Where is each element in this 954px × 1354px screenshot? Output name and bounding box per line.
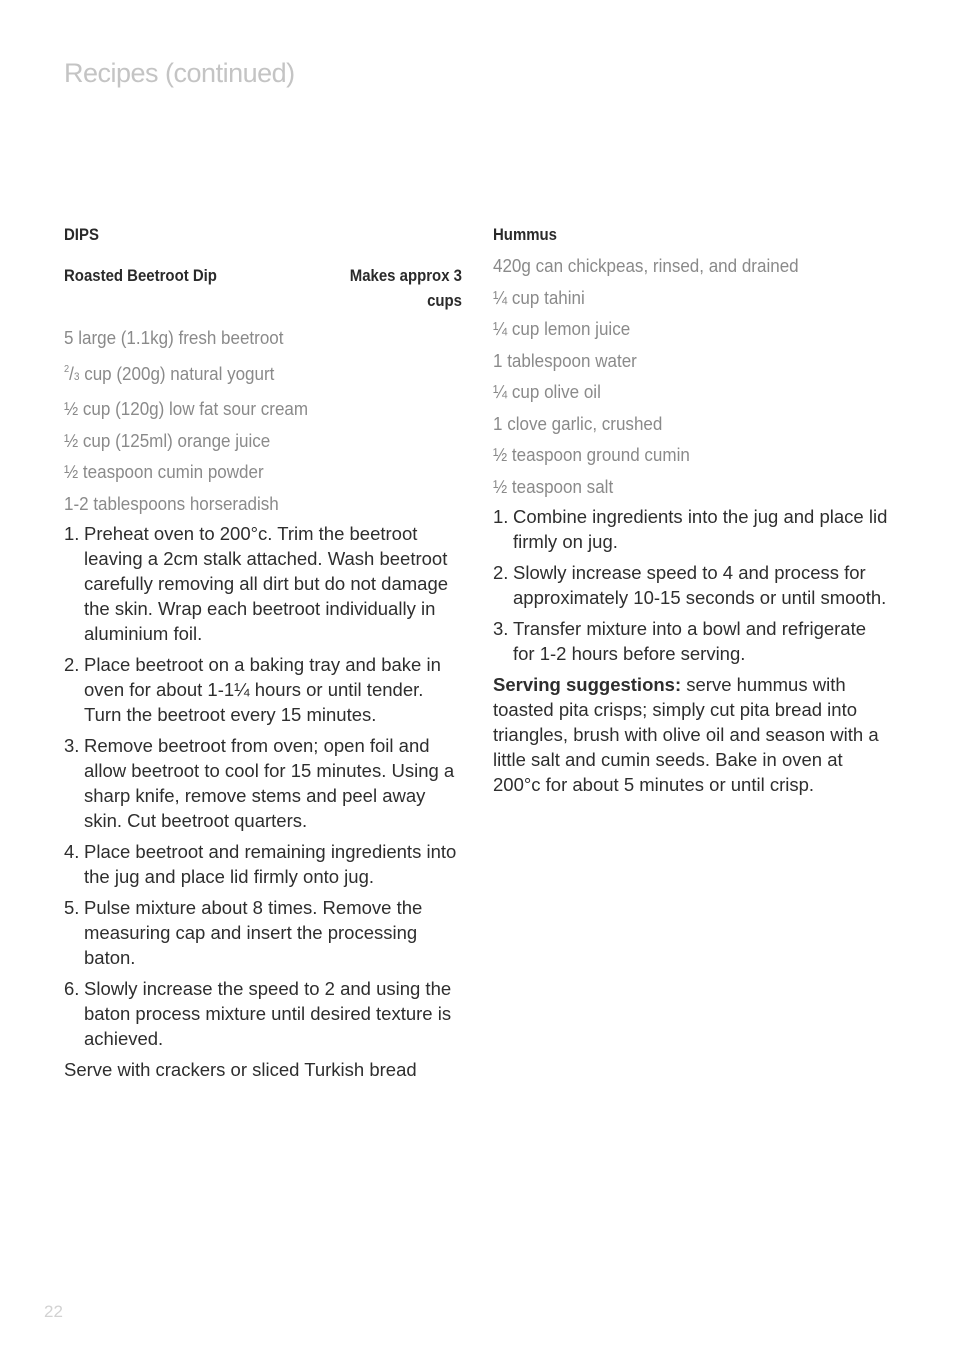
recipe-name: Hummus: [493, 225, 558, 244]
ingredient-item: ¼ cup tahini: [493, 286, 585, 308]
ingredient-item: ¼ cup lemon juice: [493, 318, 631, 339]
serving-suggestions: [493, 672, 891, 797]
ingredient-item: ½ teaspoon cumin powder: [64, 461, 264, 482]
ingredient-item: 1-2 tablespoons horseradish: [64, 492, 279, 514]
right-column: [493, 222, 891, 797]
ingredient-item: 1 clove garlic, crushed: [493, 412, 663, 434]
serve-note: Serve with crackers or sliced Turkish bread: [64, 1059, 417, 1080]
step-item: 5. Pulse mixture about 8 times. Remove the measuring cap and insert the processing baton.: [64, 897, 423, 968]
step-item: 1. Preheat oven to 200°c. Trim the beetroot leaving a 2cm stalk attached. Wash beetroot carefully removing all dirt but do not damage the skin. Wrap each beetroot individually in aluminium foil.: [64, 523, 449, 644]
serving-label: Serving suggestions:: [493, 674, 682, 695]
method-steps: [64, 521, 462, 1051]
ingredient-item: 420g can chickpeas, rinsed, and drained: [493, 255, 799, 276]
ingredient-item: ½ cup (120g) low fat sour cream: [64, 398, 309, 419]
step-item: 2. Slowly increase speed to 4 and process for approximately 10-15 seconds or until smooth.: [493, 562, 887, 608]
ingredient-item: ½ teaspoon ground cumin: [493, 444, 690, 465]
serving-text: serve hummus with toasted pita crisps; simply cut pita bread into triangles, brush with olive oil and season with a little salt and cumin seeds. Bake in oven at 200°c for about 5 minutes or until crisp.: [493, 674, 879, 795]
ingredient-list: [493, 250, 891, 502]
step-item: 3. Transfer mixture into a bowl and refrigerate for 1-2 hours before serving.: [493, 618, 867, 664]
step-item: 4. Place beetroot and remaining ingredients into the jug and place lid firmly onto jug.: [64, 841, 457, 887]
ingredient-item: $^2$/3 cup (200g) natural yogurt: [64, 362, 275, 384]
ingredient-item: 5 large (1.1kg) fresh beetroot: [64, 327, 284, 348]
step-item: 1. Combine ingredients into the jug and place lid firmly on jug.: [493, 506, 888, 552]
recipe-header: [64, 263, 462, 313]
step-item: 3. Remove beetroot from oven; open foil and allow beetroot to cool for 15 minutes. Using a sharp knife, remove stems and peel away skin. Cut beetroot quarters.: [64, 735, 455, 831]
page-title: Recipes (continued): [64, 58, 295, 88]
ingredient-item: ¼ cup olive oil: [493, 381, 601, 402]
recipe-yield: Makes approx 3 cups: [349, 266, 462, 310]
step-item: 2. Place beetroot on a baking tray and bake in oven for about 1-1¼ hours or until tender. Turn the beetroot every 15 minutes.: [64, 654, 441, 725]
section-title: DIPS: [64, 225, 99, 244]
ingredient-item: 1 tablespoon water: [493, 349, 637, 371]
page-number: 22: [44, 1302, 63, 1321]
ingredient-list: [64, 322, 462, 519]
recipe-name: Roasted Beetroot Dip: [64, 266, 217, 285]
left-column: [64, 222, 462, 1082]
method-steps: [493, 504, 891, 666]
step-item: 6. Slowly increase the speed to 2 and using the baton process mixture until desired texture is achieved.: [64, 978, 452, 1049]
fraction: $^2$/3: [64, 362, 80, 384]
ingredient-item: ½ teaspoon salt: [493, 475, 614, 497]
ingredient-item: ½ cup (125ml) orange juice: [64, 429, 271, 451]
